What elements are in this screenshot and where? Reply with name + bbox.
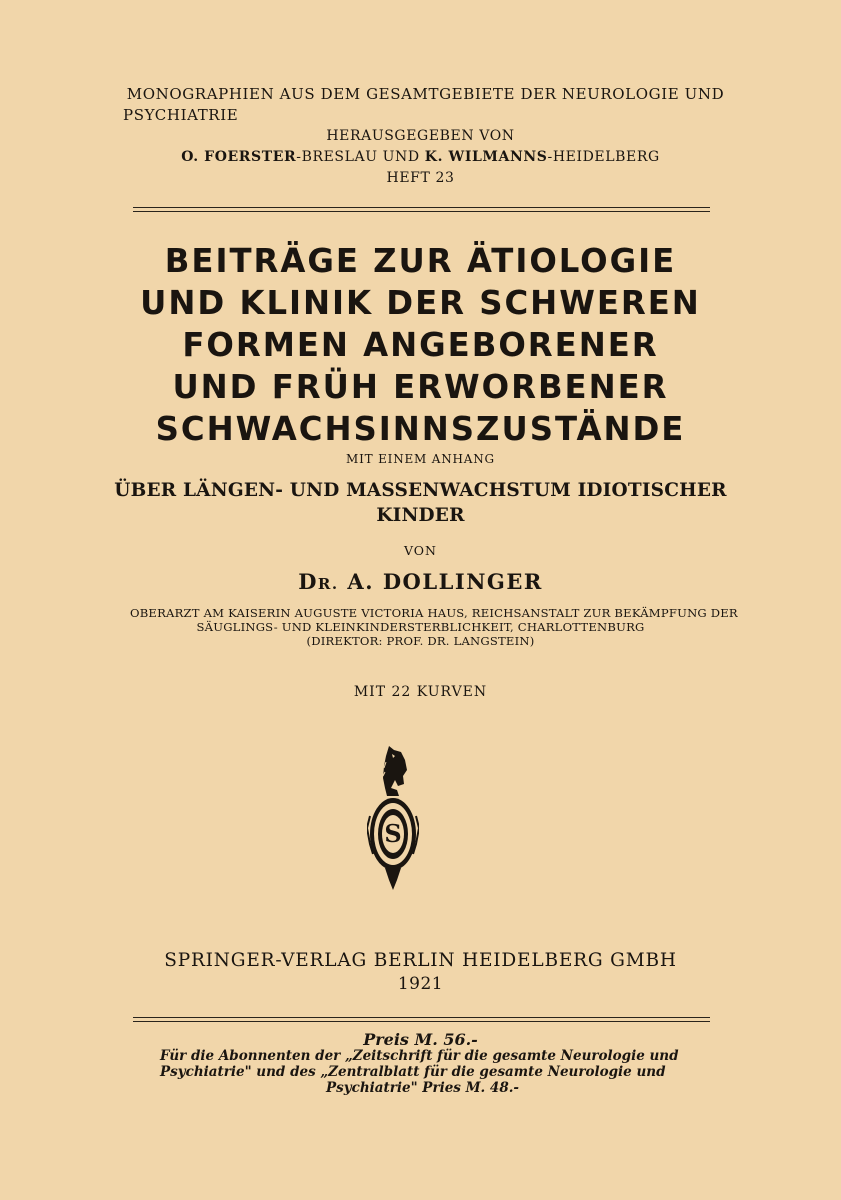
author-name	[0, 569, 841, 594]
issue-number: HEFT 23	[386, 170, 455, 186]
affiliation-line1: OBERARZT AM KAISERIN AUGUSTE VICTORIA HAUS, REICHSANSTALT ZUR BEKÄMPFUNG DER	[130, 606, 738, 620]
editor1-place: -BRESLAU UND	[296, 149, 425, 165]
editor1-name: O. FOERSTER	[181, 149, 297, 165]
springer-knight-logo-icon	[367, 744, 419, 892]
appendix-title-line2: KINDER	[376, 505, 465, 526]
editor2-place: -HEIDELBERG	[547, 149, 660, 165]
price: Preis M. 56.-	[363, 1030, 478, 1049]
book-title	[8, 240, 832, 450]
series-header	[0, 84, 841, 189]
affiliation-line2: SÄUGLINGS- UND KLEINKINDERSTERBLICHKEIT, CHARLOTTENBURG	[196, 620, 645, 634]
appendix-title-line1: ÜBER LÄNGEN- UND MASSENWACHSTUM IDIOTISCHER	[114, 480, 727, 501]
editor2-name: K. WILMANNS	[424, 149, 548, 165]
editors-intro: HERAUSGEGEBEN VON	[326, 128, 515, 144]
appendix-intro: MIT EINEM ANHANG	[346, 452, 495, 466]
title-line2: UND KLINIK DER SCHWEREN	[140, 283, 701, 322]
title-line1: BEITRÄGE ZUR ÄTIOLOGIE	[164, 241, 677, 280]
subscriber-price-note	[160, 1048, 700, 1096]
author-prefix-d: D	[298, 569, 318, 594]
publisher-name: SPRINGER-VERLAG BERLIN HEIDELBERG GMBH	[164, 950, 677, 971]
author-prefix-r: R.	[317, 575, 339, 593]
figures-note: MIT 22 KURVEN	[353, 684, 488, 700]
note-line3: Psychiatrie" Pries M. 48.-	[326, 1080, 520, 1096]
publication-year: 1921	[397, 974, 444, 994]
appendix-title	[0, 478, 841, 528]
author-affiliation	[0, 606, 841, 648]
series-title-line2: PSYCHIATRIE	[123, 106, 239, 124]
title-line4: UND FRÜH ERWORBENER	[172, 367, 669, 406]
logo-letter: S	[384, 819, 402, 848]
top-divider	[133, 207, 710, 212]
affiliation-line3: (DIREKTOR: PROF. DR. LANGSTEIN)	[306, 634, 535, 648]
series-title-line1: MONOGRAPHIEN AUS DEM GESAMTGEBIETE DER NEUROLOGIE UND	[126, 85, 725, 103]
note-line1: Für die Abonnenten der „Zeitschrift für die gesamte Neurologie und	[160, 1048, 679, 1064]
author-full-name: A. DOLLINGER	[347, 569, 543, 594]
title-line5: SCHWACHSINNSZUSTÄNDE	[155, 409, 686, 448]
by-label: VON	[404, 543, 437, 558]
title-line3: FORMEN ANGEBORENER	[182, 325, 659, 364]
note-line2: Psychiatrie" und des „Zentralblatt für die gesamte Neurologie und	[160, 1064, 666, 1080]
editors-line	[0, 147, 841, 168]
bottom-divider	[133, 1017, 710, 1022]
